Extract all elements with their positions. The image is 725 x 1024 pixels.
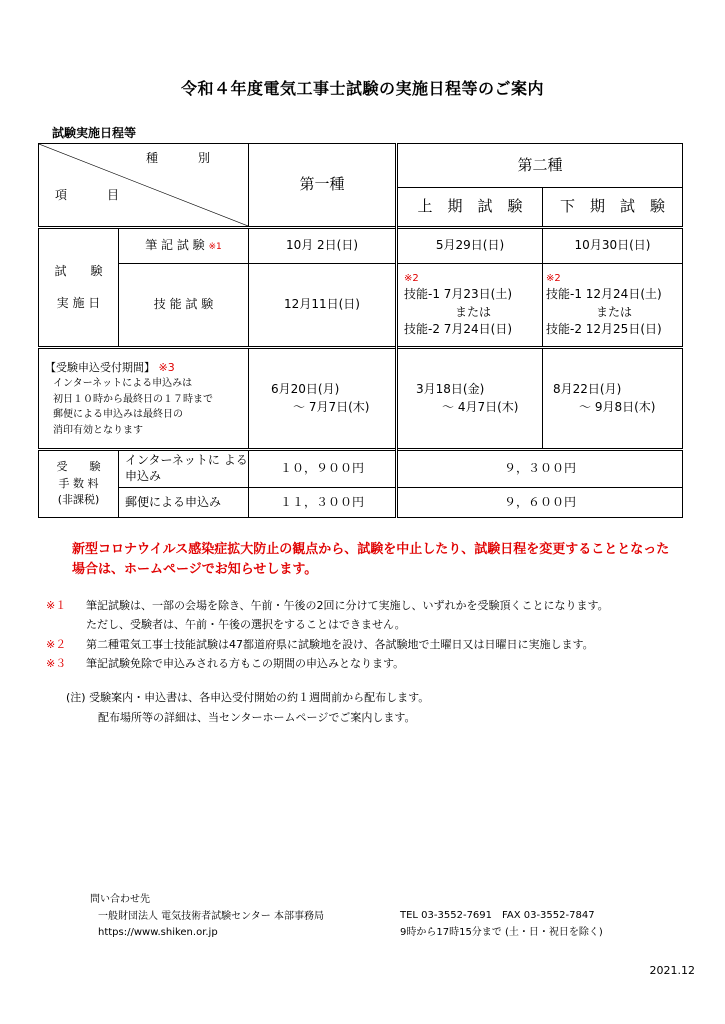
written-upper-date: 5月29日(日): [397, 228, 543, 264]
skill-first-date: 12月11日(日): [249, 264, 397, 348]
contact-heading: 問い合わせ先: [90, 894, 150, 905]
header-second-half: 下 期 試 験: [543, 188, 683, 228]
header-corner-cell: [39, 144, 249, 228]
header-komoku: 項 目: [55, 187, 134, 202]
fee-internet-first: １０，９００円: [249, 450, 397, 488]
fee-label: 受 験 手 数 料 (非課税): [39, 450, 119, 518]
apply-period-label: 【受験申込受付期間】 ※3 インターネットによる申込みは 初日１０時から最終日の１７時まで 郵便による申込みは最終日の 消印有効となります: [39, 348, 249, 450]
apply-first-period: 6月20日(月) ～ 7月7日(木): [249, 348, 397, 450]
note-item: ※１ 筆記試験は、一部の会場を除き、午前・午後の2回に分けて実施し、いずれかを受験頂くことになります。: [46, 599, 609, 612]
contact-tel: TEL 03-3552-7691 FAX 03-3552-7847: [400, 910, 595, 921]
header-shubetsu: 種 別: [145, 151, 224, 165]
notes-list: [46, 596, 609, 673]
contact-url[interactable]: https://www.shiken.or.jp: [98, 927, 218, 938]
covid-warning: 新型コロナウイルス感染症拡大防止の観点から、試験を中止したり、試験日程を変更することとなった場合は、ホームページでお知らせします。: [72, 542, 670, 577]
written-lower-date: 10月30日(日): [543, 228, 683, 264]
fee-internet-label: インターネットに よる申込み: [119, 450, 249, 488]
note-item: ただし、受験者は、午前・午後の選択をすることはできません。: [86, 618, 406, 632]
fee-post-first: １１，３００円: [249, 488, 397, 518]
remark: (注) 受験案内・申込書は、各申込受付開始の約１週間前から配布します。 配布場所等の詳細は、当センターホームページでご案内します。: [66, 691, 430, 724]
header-first-kind: 第一種: [249, 144, 397, 228]
written-exam-label: 筆 記 試 験 ※1: [119, 228, 249, 264]
page-title: 令和４年度電気工事士試験の実施日程等のご案内: [180, 79, 544, 98]
skill-lower-dates: ※2 技能-1 12月24日(土) または 技能-2 12月25日(日): [543, 264, 683, 348]
skill-upper-dates: ※2 技能-1 7月23日(土) または 技能-2 7月24日(日): [397, 264, 543, 348]
exam-day-label: 試 験 実 施 日: [39, 228, 119, 348]
skill-exam-label: 技 能 試 験: [119, 264, 249, 348]
apply-lower-period: 8月22日(月) ～ 9月8日(木): [543, 348, 683, 450]
header-first-half: 上 期 試 験: [397, 188, 543, 228]
written-first-date: 10月 2日(日): [249, 228, 397, 264]
fee-internet-second: ９，３００円: [397, 450, 683, 488]
schedule-table: [38, 143, 683, 518]
note-item: ※３ 筆記試験免除で申込みされる方もこの期間の申込みとなります。: [46, 656, 405, 670]
contact-org: 一般財団法人 電気技術者試験センター 本部事務局: [98, 910, 324, 922]
fee-post-label: 郵便による申込み: [119, 488, 249, 518]
section-label: 試験実施日程等: [52, 126, 137, 140]
header-second-kind: 第二種: [397, 144, 683, 188]
note-item: ※２ 第二種電気工事士技能試験は47都道府県に試験地を設け、各試験地で土曜日又は日曜日に実施します。: [46, 637, 594, 651]
apply-upper-period: 3月18日(金) ～ 4月7日(木): [397, 348, 543, 450]
contact-hours: 9時から17時15分まで (土・日・祝日を除く): [400, 926, 603, 938]
contact-phone: [400, 908, 603, 941]
contact-info: [90, 892, 324, 942]
fee-post-second: ９，６００円: [397, 488, 683, 518]
issue-date: 2021.12: [649, 964, 695, 977]
